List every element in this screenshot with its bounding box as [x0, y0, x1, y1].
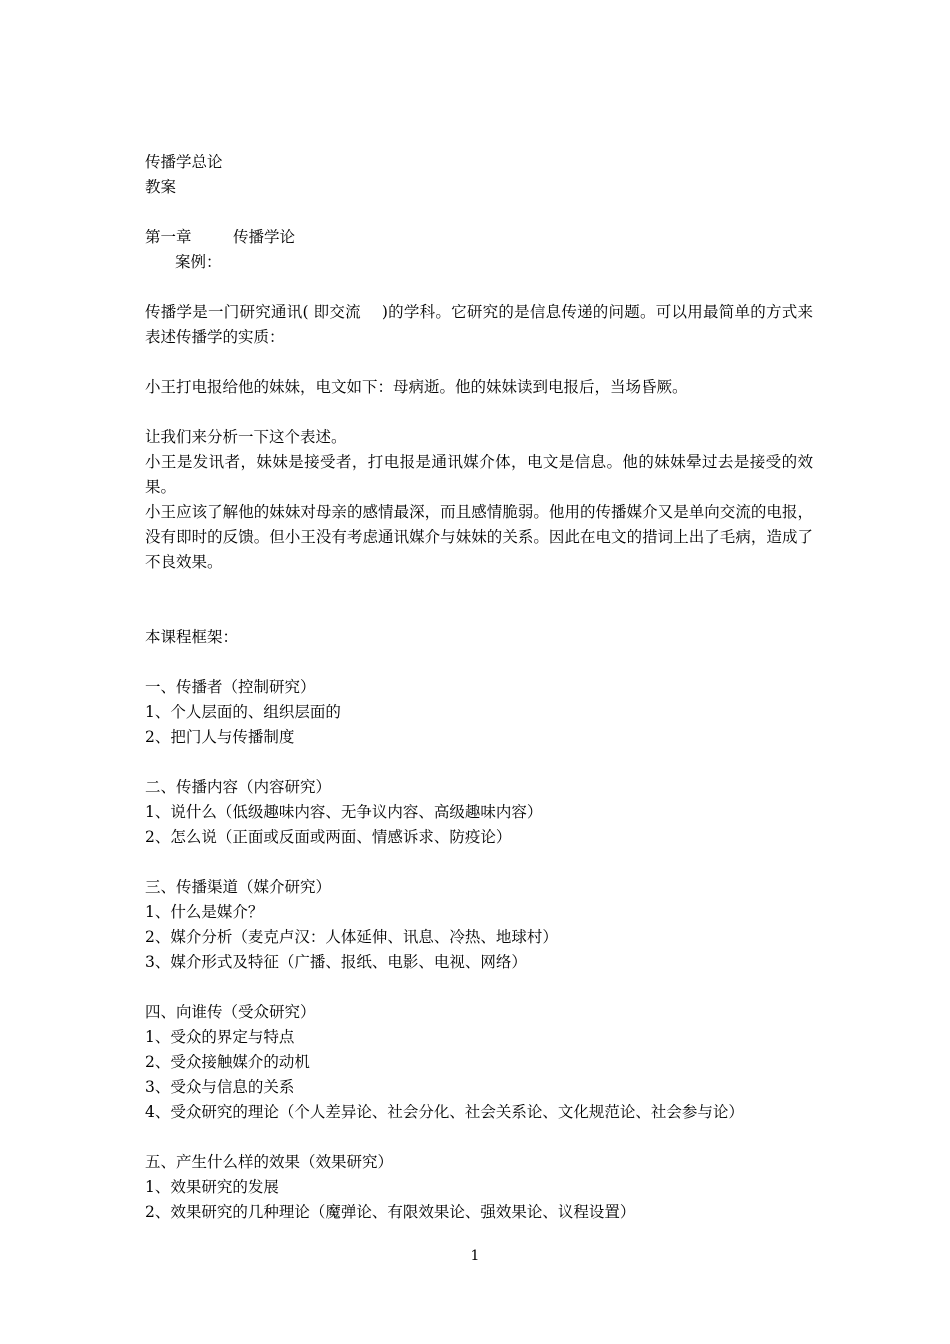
section-heading: 四、向谁传（受众研究）: [145, 1003, 316, 1021]
paragraph-analysis-2: 小王应该了解他的妹妹对母亲的感情最深，而且感情脆弱。他用的传播媒介又是单向交流的电报，没有即时的反馈。但小王没有考虑通讯媒介与妹妹的关系。因此在电文的措词上出了毛病，造成了不良效果。: [145, 503, 813, 571]
paragraph-telegram: 小王打电报给他的妹妹，电文如下：母病逝。他的妹妹读到电报后，当场昏厥。: [145, 378, 688, 396]
list-item: 3、受众与信息的关系: [145, 1078, 295, 1096]
section: [145, 1000, 813, 1125]
section: [145, 775, 813, 850]
list-item: 4、受众研究的理论（个人差异论、社会分化、社会关系论、文化规范论、社会参与论）: [145, 1103, 744, 1121]
list-item: 2、受众接触媒介的动机: [145, 1053, 310, 1071]
chapter-number: 第一章: [145, 228, 192, 246]
list-item: 1、效果研究的发展: [145, 1178, 279, 1196]
list-item: 2、媒介分析（麦克卢汉：人体延伸、讯息、冷热、地球村）: [145, 928, 558, 946]
document-body: [145, 150, 813, 1225]
document-title: 传播学总论: [145, 153, 223, 171]
paragraph-analysis-1: 小王是发讯者，妹妹是接受者，打电报是通讯媒介体，电文是信息。他的妹妹晕过去是接受的效果。: [145, 453, 813, 496]
case-label: 案例：: [175, 253, 222, 271]
framework-heading: 本课程框架：: [145, 628, 239, 646]
section-heading: 一、传播者（控制研究）: [145, 678, 316, 696]
paragraph-intro: 传播学是一门研究通讯( 即交流 )的学科。它研究的是信息传递的问题。可以用最简单的方式来表述传播学的实质：: [145, 303, 813, 346]
section: [145, 675, 813, 750]
list-item: 1、说什么（低级趣味内容、无争议内容、高级趣味内容）: [145, 803, 543, 821]
section: [145, 1150, 813, 1225]
list-item: 2、怎么说（正面或反面或两面、情感诉求、防疫论）: [145, 828, 512, 846]
chapter-heading: [145, 225, 813, 250]
paragraph-analysis-intro: 让我们来分析一下这个表述。: [145, 428, 347, 446]
list-item: 1、什么是媒介？: [145, 903, 264, 921]
list-item: 1、个人层面的、组织层面的: [145, 703, 341, 721]
list-item: 2、把门人与传播制度: [145, 728, 295, 746]
document-subtitle: 教案: [145, 178, 177, 196]
section-heading: 五、产生什么样的效果（效果研究）: [145, 1153, 394, 1171]
list-item: 1、受众的界定与特点: [145, 1028, 295, 1046]
list-item: 3、媒介形式及特征（广播、报纸、电影、电视、网络）: [145, 953, 527, 971]
list-item: 2、效果研究的几种理论（魔弹论、有限效果论、强效果论、议程设置）: [145, 1203, 636, 1221]
page-number: 1: [470, 1248, 480, 1264]
section-heading: 二、传播内容（内容研究）: [145, 778, 332, 796]
section-heading: 三、传播渠道（媒介研究）: [145, 878, 332, 896]
chapter-title: 传播学论: [233, 228, 296, 246]
section: [145, 875, 813, 975]
